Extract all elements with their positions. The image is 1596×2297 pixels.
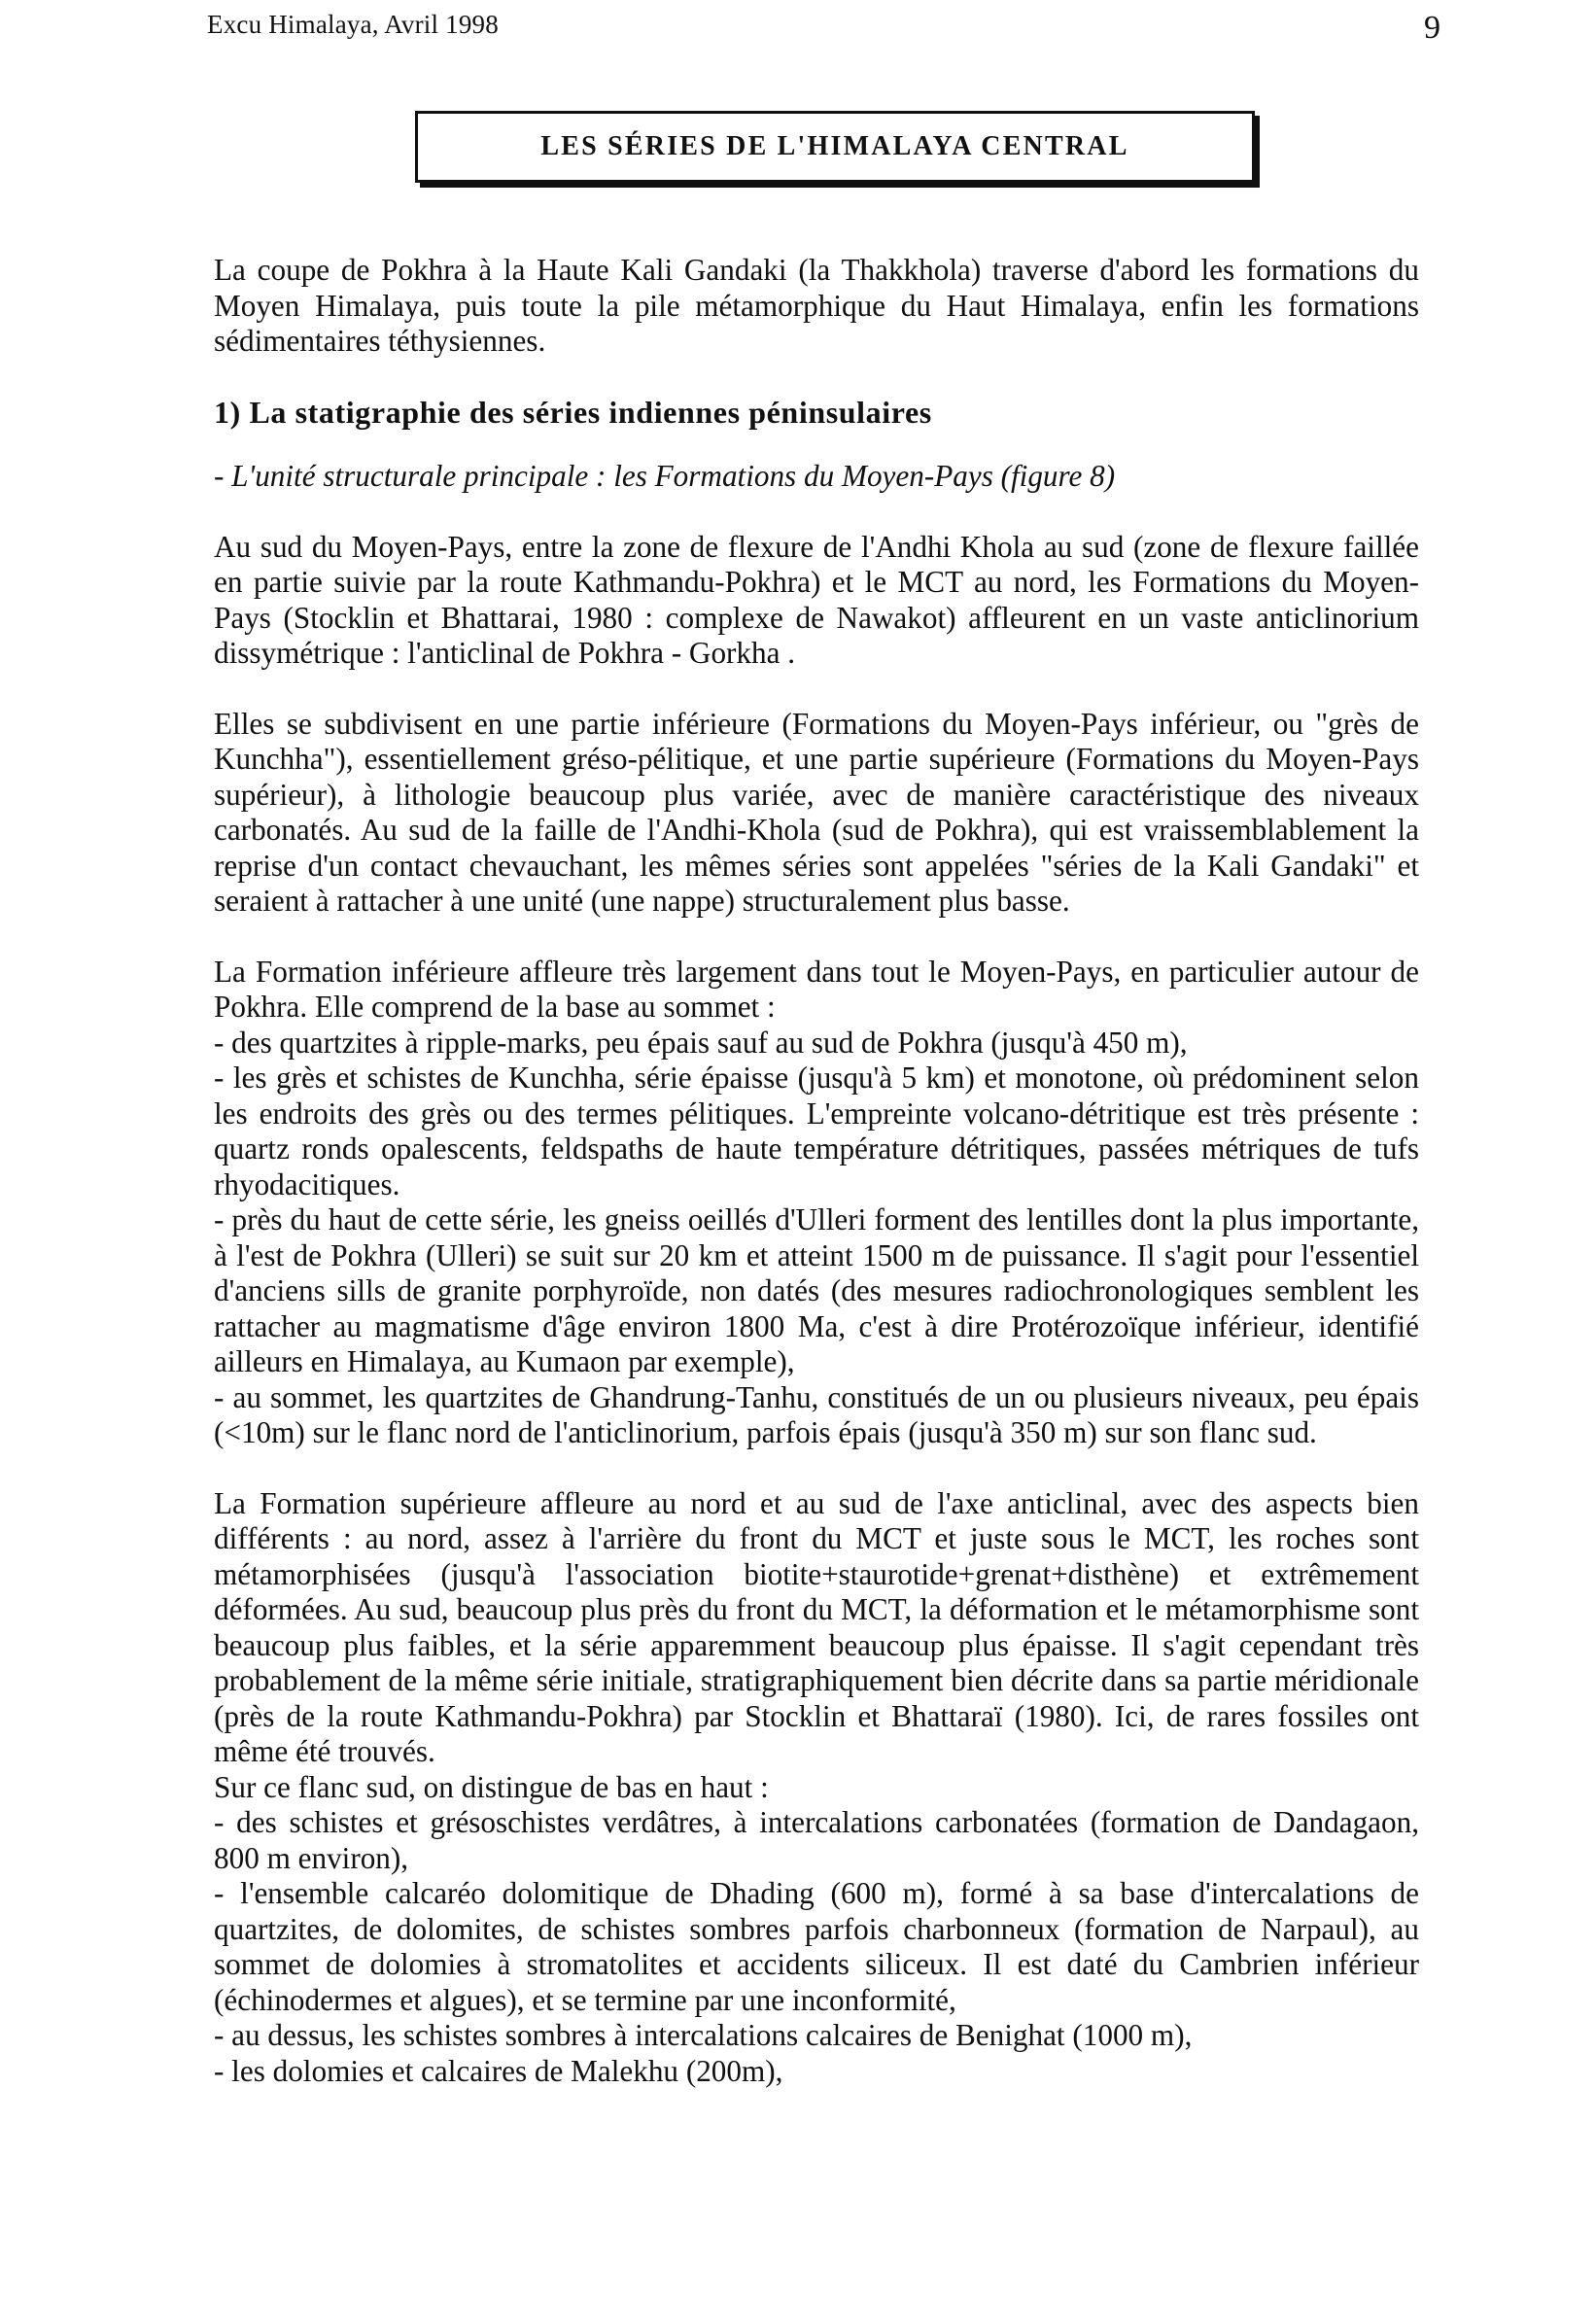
list-item: - des quartzites à ripple-marks, peu épais sauf au sud de Pokhra (jusqu'à 450 m),	[214, 1025, 1188, 1060]
paragraph-1: Au sud du Moyen-Pays, entre la zone de flexure de l'Andhi Khola au sud (zone de flexure faillée en partie suivie par la route Kathmandu-Pokhra) et le MCT au nord, les Formations du Moyen-Pays (Stocklin et Bhattarai, 1980 : complexe de Nawakot) affleurent en un vaste anticlinorium dissymétrique : l'anticlinal de Pokhra - Gorkha .	[214, 529, 1419, 670]
list-item: - au dessus, les schistes sombres à intercalations calcaires de Benighat (1000 m),	[214, 2018, 1193, 2052]
list-item: - l'ensemble calcaréo dolomitique de Dhading (600 m), formé à sa base d'intercalations de quartzites, de dolomites, de schistes sombres parfois charbonneux (formation de Narpaul), au sommet de dolomies à stromatolites et accidents siliceux. Il est daté du Cambrien inférieur (échinodermes et algues), et se termine par une inconformité,	[214, 1876, 1419, 2017]
section-subheading: - L'unité structurale principale : les Formations du Moyen-Pays (figure 8)	[214, 459, 1116, 493]
paragraph-3-intro: La Formation inférieure affleure très largement dans tout le Moyen-Pays, en particulier autour de Pokhra. Elle comprend de la base au sommet :	[214, 954, 1419, 1024]
intro-paragraph: La coupe de Pokhra à la Haute Kali Gandaki (la Thakkhola) traverse d'abord les formations du Moyen Himalaya, puis toute la pile métamorphique du Haut Himalaya, enfin les formations sédimentaires téthysiennes.	[214, 253, 1419, 358]
list-item: - des schistes et grésoschistes verdâtres, à intercalations carbonatées (formation de Dandagaon, 800 m environ),	[214, 1805, 1419, 1875]
body-text	[214, 253, 1419, 2089]
list-item: - les grès et schistes de Kunchha, série épaisse (jusqu'à 5 km) et monotone, où prédominent selon les endroits des grès ou des termes pélitiques. L'empreinte volcano-détritique est très présente : quartz ronds opalescents, feldspaths de haute température détritiques, passées métriques de tufs rhyodacitiques.	[214, 1061, 1419, 1201]
section-heading: 1) La statigraphie des séries indiennes péninsulaires	[214, 394, 932, 430]
list-item: - près du haut de cette série, les gneiss oeillés d'Ulleri forment des lentilles dont la plus importante, à l'est de Pokhra (Ulleri) se suit sur 20 km et atteint 1500 m de puissance. Il s'agit pour l'essentiel d'anciens sills de granite porphyroïde, non datés (des mesures radiochronologiques semblent les rattacher au magmatisme d'âge environ 1800 Ma, c'est à dire Protérozoïque inférieur, identifié ailleurs en Himalaya, au Kumaon par exemple),	[214, 1202, 1419, 1378]
paragraph-5-intro: Sur ce flanc sud, on distingue de bas en haut :	[214, 1769, 769, 1804]
lower-formation-list	[214, 1026, 1419, 1451]
paragraph-2: Elles se subdivisent en une partie inférieure (Formations du Moyen-Pays inférieur, ou "grès de Kunchha"), essentiellement gréso-pélitique, et une partie supérieure (Formations du Moyen-Pays supérieur), à lithologie beaucoup plus variée, avec de manière caractéristique des niveaux carbonatés. Au sud de la faille de l'Andhi-Khola (sud de Pokhra), qui est vraissemblablement la reprise d'un contact chevauchant, les mêmes séries sont appelées "séries de la Kali Gandaki" et seraient à rattacher à une unité (une nappe) structuralement plus basse.	[214, 706, 1419, 918]
page-title: LES SÉRIES DE L'HIMALAYA CENTRAL	[415, 111, 1255, 183]
list-item: - au sommet, les quartzites de Ghandrung-Tanhu, constitués de un ou plusieurs niveaux, peu épais (<10m) sur le flanc nord de l'anticlinorium, parfois épais (jusqu'à 350 m) sur son flanc sud.	[214, 1379, 1419, 1449]
list-item: - les dolomies et calcaires de Malekhu (200m),	[214, 2053, 783, 2088]
upper-formation-list	[214, 1805, 1419, 2089]
running-header: Excu Himalaya, Avril 1998	[207, 10, 499, 39]
paragraph-4: La Formation supérieure affleure au nord et au sud de l'axe anticlinal, avec des aspects bien différents : au nord, assez à l'arrière du front du MCT et juste sous le MCT, les roches sont métamorphisées (jusqu'à l'association biotite+staurotide+grenat+disthène) et extrêmement déformées. Au sud, beaucoup plus près du front du MCT, la déformation et le métamorphisme sont beaucoup plus faibles, et la série apparemment beaucoup plus épaisse. Il s'agit cependant très probablement de la même série initiale, stratigraphiquement bien décrite dans sa partie méridionale (près de la route Kathmandu-Pokhra) par Stocklin et Bhattaraï (1980). Ici, de rares fossiles ont même été trouvés.	[214, 1485, 1419, 1768]
page-number: 9	[1424, 10, 1440, 46]
